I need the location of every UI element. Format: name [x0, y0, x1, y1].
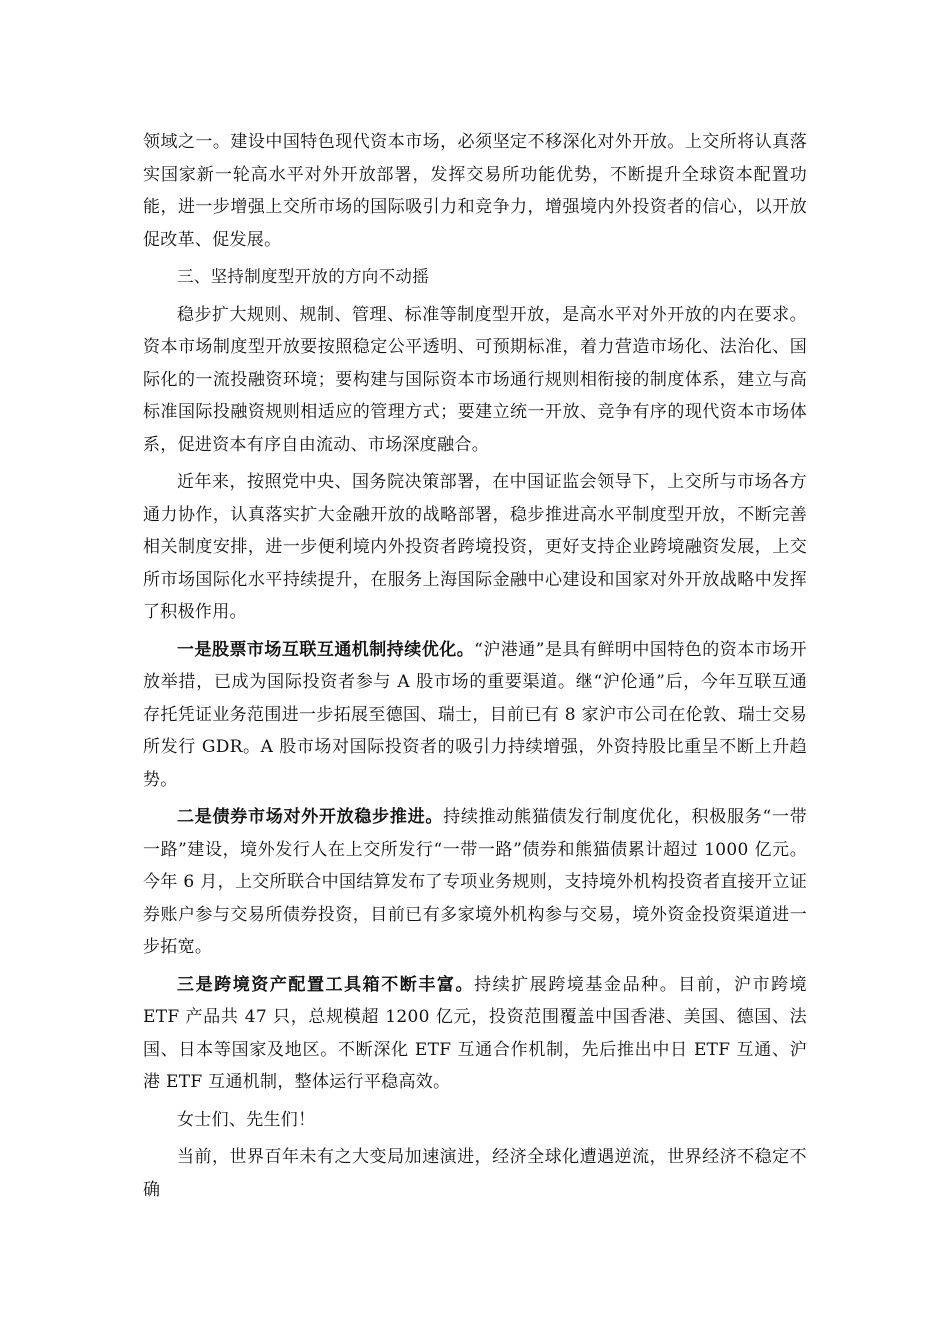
paragraph-text: 女士们、先生们！: [177, 1109, 316, 1130]
paragraph-text: “沪港通”是具有鲜明中国特色的资本市场开放举措，已成为国际投资者参与 A 股市场的重要渠道。继“沪伦通”后，今年互联互通存托凭证业务范围进一步拓展至德国、瑞士，目前已有 8 家沪市公司在伦敦、瑞士交易所发行 GDR。A 股市场对国际投资者的吸引力持续增强，外资持股比重呈不断上升趋势。: [143, 639, 807, 790]
paragraph-text: 近年来，按照党中央、国务院决策部署，在中国证监会领导下，上交所与市场各方通力协作，认真落实扩大金融开放的战略部署，稳步推进高水平制度型开放，不断完善相关制度安排，进一步便利境内外投资者跨境投资，更好支持企业跨境融资发展，上交所市场国际化水平持续提升，在服务上海国际金融中心建设和国家对外开放战略中发挥了积极作用。: [143, 472, 807, 622]
paragraph-text: 当前，世界百年未有之大变局加速演进，经济全球化遭遇逆流，世界经济不稳定不确: [143, 1147, 807, 1200]
paragraph-text: 领域之一。建设中国特色现代资本市场，必须坚定不移深化对外开放。上交所将认真落实国家新一轮高水平对外开放部署，发挥交易所功能优势，不断提升全球资本配置功能，进一步增强上交所市场的国际吸引力和竞争力，增强境内外投资者的信心，以开放促改革、促发展。: [143, 132, 807, 250]
paragraph-text: 稳步扩大规则、规制、管理、标准等制度型开放，是高水平对外开放的内在要求。资本市场制度型开放要按照稳定公平透明、可预期标准，着力营造市场化、法治化、国际化的一流投融资环境；要构建与国际资本市场通行规则相衔接的制度体系，建立与高标准国际投融资规则相适应的管理方式；要建立统一开放、竞争有序的现代资本市场体系，促进资本有序自由流动、市场深度融合。: [143, 304, 807, 455]
section-heading-institutional-opening: [143, 261, 807, 294]
paragraph-salutation: [143, 1104, 807, 1137]
document-body: [143, 126, 807, 1211]
paragraph-institutional-opening: [143, 299, 807, 462]
paragraph-recent-years: [143, 466, 807, 629]
paragraph-cross-border-assets: [143, 969, 807, 1099]
paragraph-current-situation: [143, 1141, 807, 1206]
paragraph-lead-bold: 一是股票市场互联互通机制持续优化。: [177, 639, 475, 660]
paragraph-lead-bold: 三是跨境资产配置工具箱不断丰富。: [177, 974, 475, 995]
heading-text: 三、坚持制度型开放的方向不动摇: [177, 267, 429, 286]
paragraph-text: 持续推动熊猫债发行制度优化，积极服务“一带一路”建设，境外发行人在上交所发行“一带一路”债券和熊猫债累计超过 1000 亿元。今年 6 月，上交所联合中国结算发布了专项业务规则，支持境外机构投资者直接开立证券账户参与交易所债券投资，目前已有多家境外机构参与交易，境外资金投资渠道进一步拓宽。: [143, 807, 808, 957]
paragraph-lead-bold: 二是债券市场对外开放稳步推进。: [177, 807, 444, 827]
paragraph-open-market-continuation: [143, 126, 807, 256]
paragraph-bond-market: [143, 801, 807, 964]
paragraph-stock-connect: [143, 634, 807, 797]
paragraph-text: 持续扩展跨境基金品种。目前，沪市跨境 ETF 产品共 47 只，总规模超 1200 亿元，投资范围覆盖中国香港、美国、德国、法国、日本等国家及地区。不断深化 ETF 互通合作机制，先后推出中日 ETF 互通、沪港 ETF 互通机制，整体运行平稳高效。: [143, 974, 807, 1092]
